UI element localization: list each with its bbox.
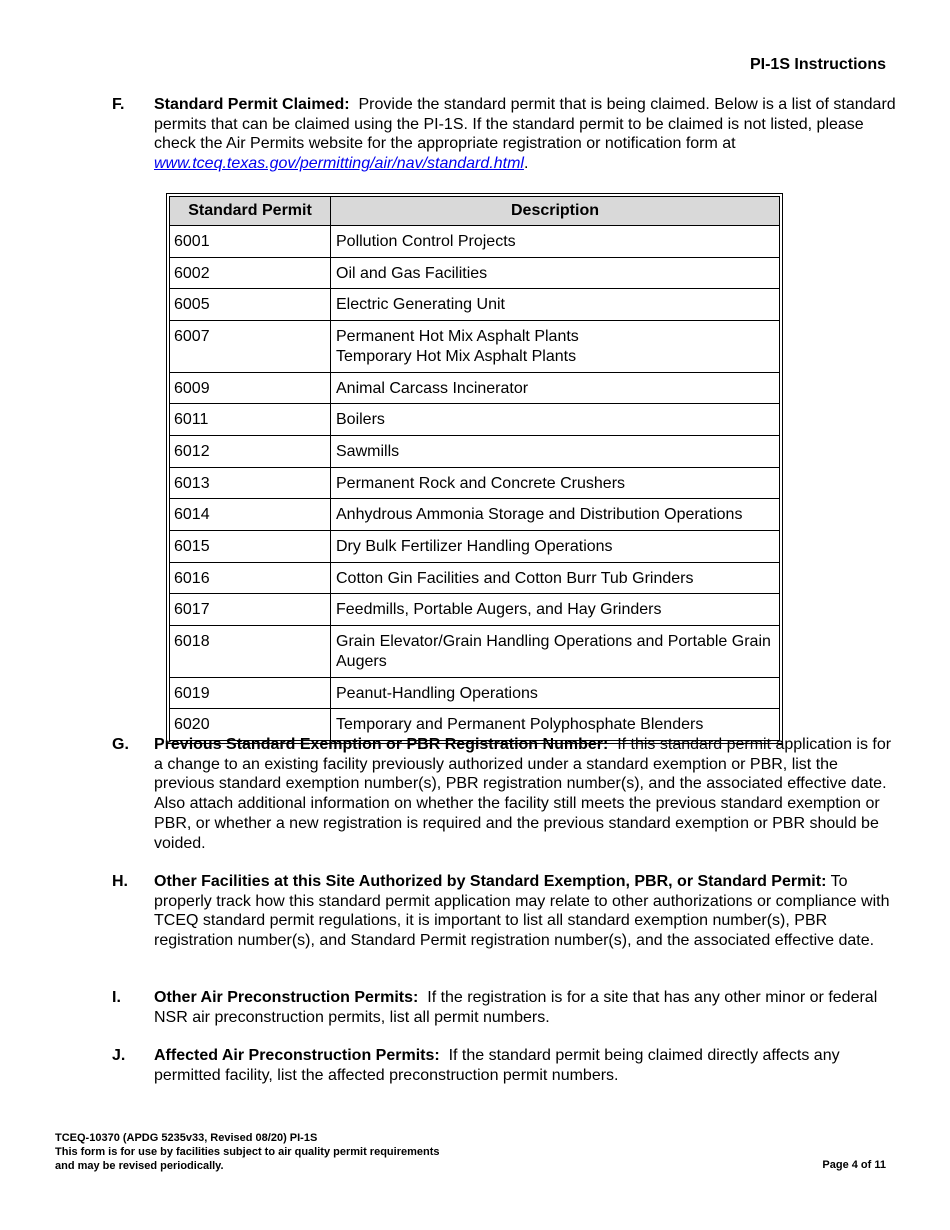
table-row	[170, 594, 780, 626]
permit-description-cell	[331, 562, 780, 594]
section-f-text: Provide the standard permit that is being claimed. Below is a list of standard permits that can be claimed using the PI-1S. If the standard permit to be claimed is not listed, please check the Air Permits website for the appropriate registration or notification form at	[154, 96, 896, 153]
permit-number-cell: 6007	[170, 321, 331, 372]
section-j	[112, 1046, 902, 1085]
section-f	[112, 95, 902, 174]
table-body	[170, 226, 780, 741]
section-j-title: Affected Air Preconstruction Permits:	[154, 1047, 440, 1064]
permit-description-cell	[331, 404, 780, 436]
table-row	[170, 372, 780, 404]
permit-description-cell	[331, 372, 780, 404]
permit-description-cell	[331, 321, 780, 372]
permit-number-cell: 6005	[170, 289, 331, 321]
table-row	[170, 531, 780, 563]
section-g-letter: G.	[112, 736, 129, 753]
permit-description-cell	[331, 531, 780, 563]
permit-description-line: Feedmills, Portable Augers, and Hay Grinders	[336, 601, 662, 619]
table-header-row	[170, 197, 780, 226]
permit-number-cell: 6009	[170, 372, 331, 404]
permit-description-cell	[331, 289, 780, 321]
section-h-text: To properly track how this standard permit application may relate to other authorizations or compliance with TCEQ standard permit regulations, it is important to list all standard exemption number(s), PBR registration number(s), and Standard Permit registration number(s), and the associated effective date.	[154, 873, 890, 950]
table-row	[170, 499, 780, 531]
section-i	[112, 988, 902, 1027]
table-row	[170, 289, 780, 321]
section-j-body	[154, 1046, 902, 1085]
section-j-text: If the standard permit being claimed directly affects any permitted facility, list the affected preconstruction permit numbers.	[154, 1047, 840, 1084]
permit-number-cell: 6013	[170, 467, 331, 499]
table-row	[170, 435, 780, 467]
standard-permit-table	[166, 193, 783, 744]
section-g-title: Previous Standard Exemption or PBR Registration Number:	[154, 736, 609, 753]
permit-description-cell	[331, 594, 780, 626]
table-row	[170, 404, 780, 436]
permit-description-line: Boilers	[336, 411, 385, 429]
section-i-title: Other Air Preconstruction Permits:	[154, 989, 419, 1006]
permit-description-cell	[331, 467, 780, 499]
permit-description-line: Animal Carcass Incinerator	[336, 379, 529, 397]
permit-number-cell: 6019	[170, 677, 331, 709]
section-i-text: If the registration is for a site that has any other minor or federal NSR air preconstruction permits, list all permit numbers.	[154, 989, 878, 1026]
permit-number-cell: 6001	[170, 226, 331, 258]
footer-usage-note: This form is for use by facilities subject to air quality permit requirements	[55, 1146, 440, 1158]
table-row	[170, 562, 780, 594]
section-i-body	[154, 988, 902, 1027]
permit-number-cell: 6016	[170, 562, 331, 594]
permit-number-cell: 6002	[170, 257, 331, 289]
table-row	[170, 257, 780, 289]
permit-description-line: Cotton Gin Facilities and Cotton Burr Tub Grinders	[336, 569, 694, 587]
permit-description-line: Sawmills	[336, 442, 400, 460]
section-f-body	[154, 95, 902, 174]
section-h-body	[154, 872, 902, 951]
permit-description-line: Dry Bulk Fertilizer Handling Operations	[336, 538, 613, 556]
permit-description-line: Temporary Hot Mix Asphalt Plants	[336, 347, 577, 365]
column-header-description: Description	[331, 197, 780, 226]
section-g-body	[154, 735, 902, 853]
permit-description-line: Pollution Control Projects	[336, 233, 516, 250]
permit-description-cell	[331, 226, 780, 258]
permit-description-line: Temporary and Permanent Polyphosphate Blenders	[336, 716, 704, 734]
permit-number-cell: 6014	[170, 499, 331, 531]
section-f-title: Standard Permit Claimed:	[154, 96, 350, 113]
section-g-text: If this standard permit application is for a change to an existing facility previously authorized under a standard exemption or PBR, list the previous standard exemption number(s), PBR registration number(s), and the associated effective date. Also attach additional information on whether the facility still meets the previous standard exemption or PBR, or whether a new registration is required and the previous standard exemption or PBR should be voided.	[154, 736, 892, 852]
footer-form-id: TCEQ-10370 (APDG 5235v33, Revised 08/20) PI-1S	[55, 1132, 318, 1144]
section-i-letter: I.	[112, 989, 121, 1006]
page-header-title: PI-1S Instructions	[749, 56, 886, 73]
page-number: Page 4 of 11	[822, 1159, 886, 1171]
permit-number-cell: 6020	[170, 709, 331, 741]
table-row	[170, 226, 780, 258]
permit-description-line: Grain Elevator/Grain Handling Operations and Portable Grain Augers	[336, 633, 771, 670]
permit-description-cell	[331, 257, 780, 289]
column-header-standard-permit: Standard Permit	[170, 197, 331, 226]
section-j-letter: J.	[112, 1047, 126, 1064]
permit-description-line: Electric Generating Unit	[336, 296, 505, 314]
permit-number-cell: 6012	[170, 435, 331, 467]
table-row	[170, 626, 780, 677]
permit-description-line: Permanent Rock and Concrete Crushers	[336, 474, 626, 492]
standard-permits-link[interactable]: www.tceq.texas.gov/permitting/air/nav/standard.html	[154, 155, 524, 173]
permit-number-cell: 6018	[170, 626, 331, 677]
section-h-title: Other Facilities at this Site Authorized by Standard Exemption, PBR, or Standard Permit:	[154, 873, 827, 890]
section-f-period: .	[523, 155, 529, 173]
permit-number-cell: 6015	[170, 531, 331, 563]
section-h-letter: H.	[112, 873, 128, 890]
permit-description-line: Oil and Gas Facilities	[336, 264, 488, 282]
permit-description-cell	[331, 626, 780, 677]
permit-description-cell	[331, 677, 780, 709]
permit-description-line: Permanent Hot Mix Asphalt Plants	[336, 328, 579, 346]
footer-revision-note: and may be revised periodically.	[55, 1160, 224, 1172]
permit-description-cell	[331, 499, 780, 531]
permit-description-line: Peanut-Handling Operations	[336, 684, 538, 702]
footer-form-info	[55, 1131, 439, 1173]
section-g	[112, 735, 902, 853]
section-h	[112, 872, 902, 951]
permit-number-cell: 6011	[170, 404, 331, 436]
permit-number-cell: 6017	[170, 594, 331, 626]
table-row	[170, 321, 780, 372]
permit-description-line: Anhydrous Ammonia Storage and Distribution Operations	[336, 506, 743, 524]
section-f-letter: F.	[112, 96, 125, 113]
permit-description-cell	[331, 435, 780, 467]
table-row	[170, 467, 780, 499]
table-row	[170, 677, 780, 709]
